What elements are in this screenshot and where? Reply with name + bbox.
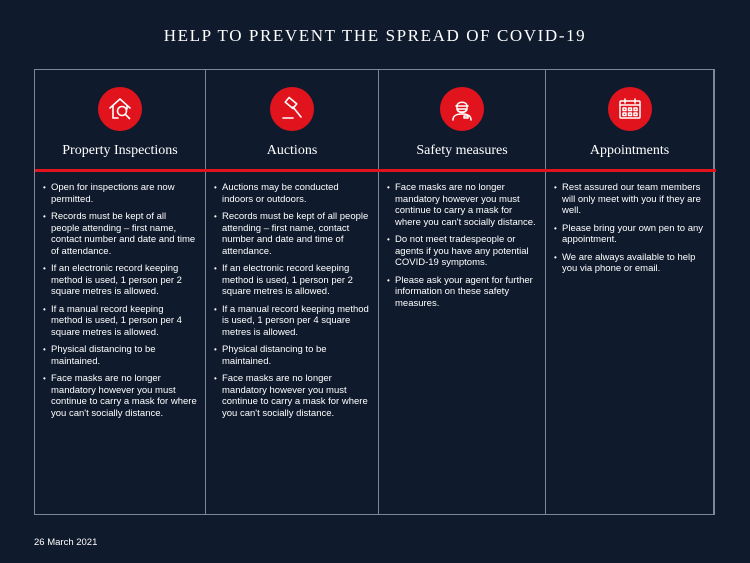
list-item: • If a manual record keeping method is used, 1 person per 4 square metres is allowed. [43,304,197,339]
header-divider [35,169,716,172]
list-item: • Face masks are no longer mandatory however you must continue to carry a mask for where you can't socially distance. [387,182,537,228]
column-title: Appointments [589,143,670,158]
person-mask-icon [440,87,484,131]
column-title: Auctions [266,143,318,158]
column-header [379,70,545,170]
list-item: • Face masks are no longer mandatory however you must continue to carry a mask for where you can't socially distance. [214,373,370,419]
list-item: • Auctions may be conducted indoors or outdoors. [214,182,370,205]
column-property-inspections [35,70,206,514]
list-item: • Do not meet tradespeople or agents if you have any potential COVID-19 symptoms. [387,234,537,269]
column-header [206,70,378,170]
list-item: • Physical distancing to be maintained. [214,344,370,367]
calendar-icon [608,87,652,131]
list-item: • Please bring your own pen to any appointment. [554,223,705,246]
list-item: • Please ask your agent for further information on these safety measures. [387,275,537,310]
column-appointments [546,70,714,514]
list-item: • Open for inspections are now permitted. [43,182,197,205]
page-title: HELP TO PREVENT THE SPREAD OF COVID-19 [163,26,587,45]
info-table [34,69,715,515]
list-item: • If a manual record keeping method is used, 1 person per 4 square metres is allowed. [214,304,370,339]
list-item: • Physical distancing to be maintained. [43,344,197,367]
list-item: • Face masks are no longer mandatory however you must continue to carry a mask for where you can't socially distance. [43,373,197,419]
column-header [35,70,205,170]
item-list [379,170,545,309]
gavel-icon [270,87,314,131]
column-title: Property Inspections [62,143,178,158]
list-item: • Rest assured our team members will only meet with you if they are well. [554,182,705,217]
item-list [546,170,713,275]
list-item: • We are always available to help you via phone or email. [554,252,705,275]
list-item: • Records must be kept of all people attending – first name, contact number and date and time of attendance. [43,211,197,257]
column-auctions [206,70,379,514]
column-safety-measures [379,70,546,514]
date-label: 26 March 2021 [34,537,98,548]
column-title: Safety measures [416,143,508,158]
list-item: • If an electronic record keeping method is used, 1 person per 2 square metres is allowed. [214,263,370,298]
column-header [546,70,713,170]
list-item: • Records must be kept of all people attending – first name, contact number and date and time of attendance. [214,211,370,257]
house-magnifier-icon [98,87,142,131]
item-list [35,170,205,419]
item-list [206,170,378,419]
list-item: • If an electronic record keeping method is used, 1 person per 2 square metres is allowed. [43,263,197,298]
